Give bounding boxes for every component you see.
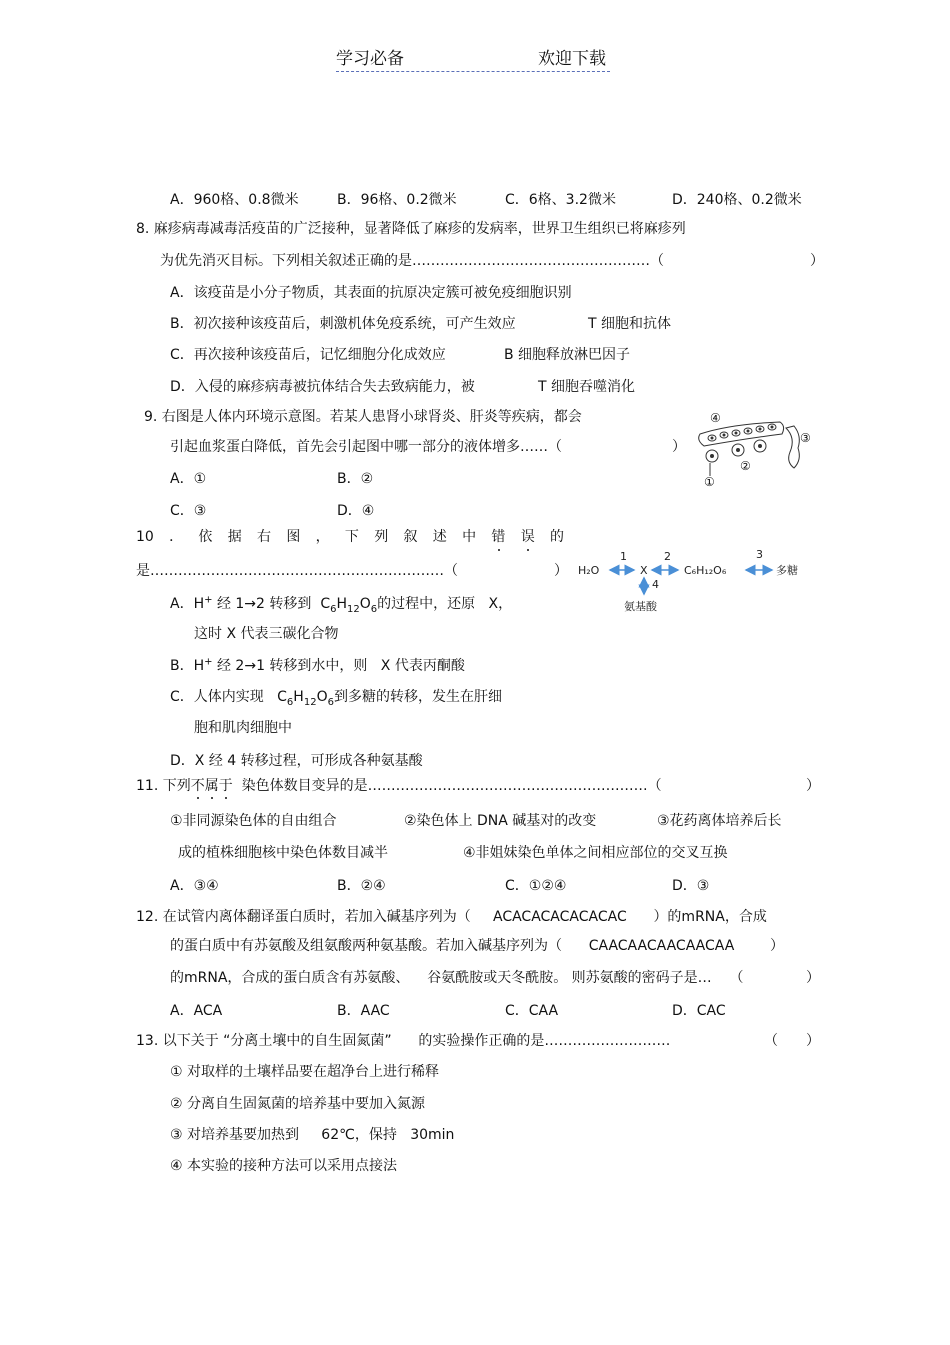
- q8-stem-line1: 8. 麻疹病毒减毒活疫苗的广泛接种，显著降低了麻疹的发病率，世界卫生组织已将麻疹列: [136, 221, 686, 237]
- q9-option-d: D．④: [337, 503, 375, 519]
- q12-option-a: A．ACA: [170, 1003, 223, 1019]
- q13-item-2: ② 分离自生固氮菌的培养基中要加入氮源: [170, 1096, 425, 1112]
- q10-stem-part: 下: [344, 529, 359, 545]
- q11-option-b: B．②④: [337, 878, 386, 894]
- q11-item-4: ④非姐妹染色单体之间相应部位的交叉互换: [463, 845, 728, 861]
- q11-stem-emphasis: 不: [190, 778, 205, 794]
- q10-fig-polysaccharide: 多糖: [776, 564, 798, 577]
- q8-option-b: B．初次接种该疫苗后，刺激机体免疫系统，可产生效应: [170, 316, 516, 332]
- q10-stem-part-emphasis: 误: [520, 529, 535, 545]
- q12-line2: [170, 937, 784, 955]
- q10-stem-line1: [136, 528, 564, 546]
- q10-c-h: H: [293, 689, 304, 705]
- q11-option-d: D．③: [672, 878, 710, 894]
- q8-stem-line2: 为优先消灭目标。下列相关叙述正确的是……………………………………………（: [160, 253, 664, 269]
- q10-fig-h2o: H₂O: [578, 564, 600, 577]
- q10-stem-part: ．: [169, 529, 184, 545]
- q13-stem-post: 的实验操作正确的是………………………: [418, 1033, 671, 1049]
- q10-c-post: 到多糖的转移，发生在肝细: [333, 689, 502, 705]
- q8-option-b-tail: T 细胞和抗体: [588, 316, 672, 332]
- q10-c-h-sub: 12: [303, 696, 317, 708]
- q11-item-3: ③花药离体培养后长: [657, 813, 782, 829]
- q10-fig-n3: 3: [756, 548, 763, 561]
- q7-option-d: D．240格、0.2微米: [672, 192, 802, 208]
- q10-stem-part: 右: [257, 529, 272, 545]
- q10-fig-n2: 2: [664, 550, 671, 563]
- q10-c-pre: C．人体内实现: [170, 689, 264, 705]
- q12-option-c: C．CAA: [505, 1003, 559, 1019]
- q10-stem-part: ，: [315, 529, 330, 545]
- q10-option-a-line2: 这时 X 代表三碳化合物: [194, 626, 339, 642]
- q10-a-mid: 经 1→2 转移到: [216, 596, 312, 612]
- q13-item-4: ④ 本实验的接种方法可以采用点接法: [170, 1158, 398, 1174]
- q10-a-pre: A．H: [170, 596, 205, 612]
- q10-stem-part: 列: [374, 529, 389, 545]
- q10-c-c: C: [277, 689, 287, 705]
- q12-line2-post: ）: [769, 938, 784, 954]
- q9-figure-label-2: ②: [740, 459, 751, 473]
- q10-stem-part-emphasis: 错: [491, 529, 506, 545]
- q8-option-d: D．入侵的麻疹病毒被抗体结合失去致病能力，被: [170, 379, 475, 395]
- q11-option-a: A．③④: [170, 878, 219, 894]
- q12-seq-1: ACACACACACACAC: [492, 909, 627, 925]
- q12-line3: [170, 969, 744, 987]
- q10-stem-part: 的: [549, 529, 564, 545]
- q9-figure-label-4: ④: [710, 411, 721, 425]
- q10-b-sup: +: [204, 656, 213, 668]
- q11-paren-close: ）: [806, 778, 820, 794]
- q10-fig-x: X: [640, 564, 648, 577]
- q11-item-3-cont: 成的植株细胞核中染色体数目减半: [178, 845, 388, 861]
- q11-stem-pre: 11. 下列: [136, 778, 191, 794]
- q10-c-o-sub: 6: [327, 696, 334, 708]
- q12-seq-2: CAACAACAACAACAA: [588, 938, 735, 954]
- q12-line1-pre: 12. 在试管内离体翻译蛋白质时，若加入碱基序列为（: [136, 909, 471, 925]
- q10-a-c-sub: 6: [330, 603, 337, 615]
- q10-a-sup: +: [204, 594, 213, 606]
- q13-item-1: ① 对取样的土壤样品要在超净台上进行稀释: [170, 1064, 439, 1080]
- q10-option-a-line1: [170, 595, 512, 613]
- q9-paren-close: ）: [672, 439, 686, 455]
- q10-stem-part: 叙: [403, 529, 418, 545]
- q10-stem-part: 图: [286, 529, 301, 545]
- q9-option-b: B．②: [337, 471, 374, 487]
- q7-option-a: A．960格、0.8微米: [170, 192, 299, 208]
- q9-figure-label-1: ①: [704, 475, 715, 489]
- q11-stem: [136, 777, 662, 795]
- q11-stem-emphasis: 于: [218, 778, 233, 794]
- q10-a-h: H: [336, 596, 347, 612]
- q13-item-3-pre: ③ 对培养基要加热到: [170, 1127, 300, 1143]
- q10-stem-part: 中: [462, 529, 477, 545]
- q7-option-c: C．6格、3.2微米: [505, 192, 616, 208]
- q10-fig-amino: 氨基酸: [624, 600, 657, 613]
- q13-paren-open: （: [764, 1033, 778, 1049]
- q13-item-3-time: 30min: [410, 1127, 455, 1143]
- q12-line3-b: 谷氨酰胺或天冬酰胺。 则苏氨酸的密码子是…: [427, 970, 712, 986]
- q7-option-b: B．96格、0.2微米: [337, 192, 457, 208]
- q10-stem-part: 述: [432, 529, 447, 545]
- header-right: 欢迎下载: [538, 49, 606, 69]
- header-left: 学习必备: [336, 49, 404, 69]
- q10-c-c-sub: 6: [286, 696, 294, 708]
- q12-line3-paren: （: [729, 970, 744, 986]
- header-underline: [336, 71, 610, 72]
- q10-stem-part: 10: [136, 529, 154, 545]
- q8-option-c-tail: B 细胞释放淋巴因子: [504, 347, 631, 363]
- q9-figure: [690, 408, 820, 490]
- q10-option-c-line2: 胞和肌肉细胞中: [194, 720, 292, 736]
- q8-option-c: C．再次接种该疫苗后，记忆细胞分化成效应: [170, 347, 446, 363]
- q10-stem-part: 依: [198, 529, 213, 545]
- q10-a-x: X，: [488, 596, 513, 612]
- q13-paren-close: ）: [806, 1033, 820, 1049]
- q11-stem-post: 染色体数目变异的是……………………………………………………（: [241, 778, 662, 794]
- q8-paren-close: ）: [810, 253, 824, 269]
- q11-item-1: ①非同源染色体的自由组合: [170, 813, 337, 829]
- q10-b-mid: 经 2→1 转移到水中，则: [216, 658, 368, 674]
- q12-line2-pre: 的蛋白质中有苏氨酸及组氨酸两种氨基酸。若加入碱基序列为（: [170, 938, 562, 954]
- q10-a-post: 的过程中，还原: [377, 596, 476, 612]
- q9-figure-label-3: ③: [800, 431, 811, 445]
- q13-item-3: [170, 1126, 454, 1144]
- q9-stem-line1: 9. 右图是人体内环境示意图。若某人患肾小球肾炎、肝炎等疾病，都会: [144, 409, 582, 425]
- q10-stem-line2: 是………………………………………………………（: [136, 563, 458, 579]
- q12-line1: [136, 908, 767, 926]
- q11-option-c: C．①②④: [505, 878, 567, 894]
- q8-option-d-tail: T 细胞吞噬消化: [538, 379, 636, 395]
- q10-option-c-line1: [170, 688, 502, 706]
- q10-b-pre: B．H: [170, 658, 205, 674]
- q10-paren-close: ）: [554, 563, 568, 579]
- q10-a-c: C: [320, 596, 331, 612]
- q10-fig-n1: 1: [620, 550, 627, 563]
- q8-option-a: A．该疫苗是小分子物质，其表面的抗原决定簇可被免疫细胞识别: [170, 285, 572, 301]
- q12-option-b: B．AAC: [337, 1003, 390, 1019]
- q11-item-2: ②染色体上 DNA 碱基对的改变: [404, 813, 597, 829]
- q10-b-post: X 代表丙酮酸: [380, 658, 465, 674]
- q12-paren-close: ）: [806, 970, 820, 986]
- q11-stem-emphasis: 属: [204, 778, 219, 794]
- q9-option-c: C．③: [170, 503, 207, 519]
- q13-stem-pre: 13. 以下关于 “分离土壤中的自生固氮菌”: [136, 1033, 392, 1049]
- q10-a-o: O: [359, 596, 371, 612]
- q12-option-d: D．CAC: [672, 1003, 726, 1019]
- q10-fig-n4: 4: [652, 578, 659, 591]
- q10-c-o: O: [316, 689, 328, 705]
- q10-stem-part: 据: [227, 529, 242, 545]
- q9-option-a: A．①: [170, 471, 207, 487]
- q10-fig-glucose: C₆H₁₂O₆: [684, 564, 727, 577]
- q12-line3-a: 的mRNA，合成的蛋白质含有苏氨酸、: [170, 970, 410, 986]
- q10-option-d: D．X 经 4 转移过程，可形成各种氨基酸: [170, 753, 423, 769]
- q10-a-h-sub: 12: [347, 603, 360, 615]
- q10-option-b: [170, 657, 465, 675]
- q9-stem-line2: 引起血浆蛋白降低，首先会引起图中哪一部分的液体增多……（: [170, 439, 562, 455]
- q13-item-3-temp: 62℃，保持: [321, 1127, 397, 1143]
- q10-figure: [576, 546, 816, 618]
- q10-a-o-sub: 6: [370, 603, 378, 615]
- q13-stem: [136, 1032, 670, 1050]
- q12-line1-post: ）的mRNA，合成: [653, 909, 767, 925]
